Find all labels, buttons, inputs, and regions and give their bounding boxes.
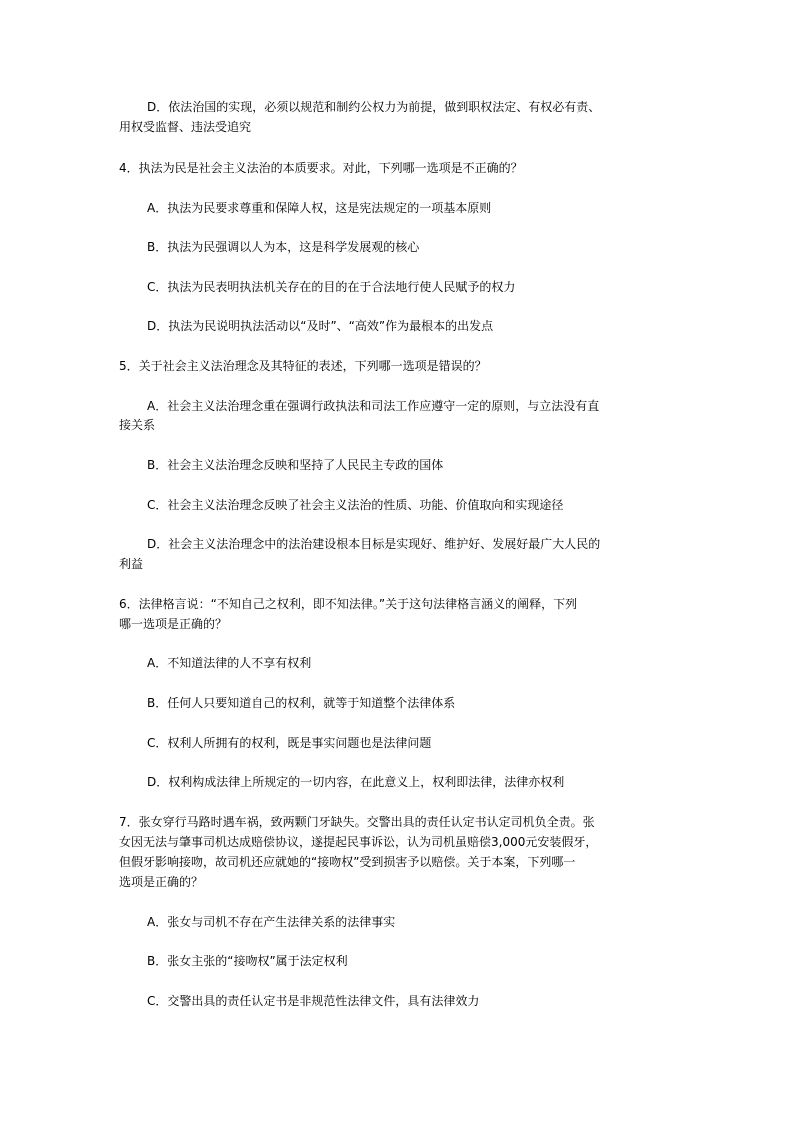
q4-option-b: B．执法为民强调以人为本，这是科学发展观的核心 <box>147 240 420 254</box>
q5-option-a-line2: 接关系 <box>119 418 156 432</box>
question-7-line1: 7．张女穿行马路时遇车祸，致两颗门牙缺失。交警出具的责任认定书认定司机负全责。张 <box>119 815 595 829</box>
question-5: 5．关于社会主义法治理念及其特征的表述，下列哪一选项是错误的？ <box>119 359 487 373</box>
q5-option-d-line1: D．社会主义法治理念中的法治建设根本目标是实现好、维护好、发展好最广大人民的 <box>147 537 601 551</box>
question-7-line3: 但假牙影响接吻，故司机还应就她的“接吻权”受到损害予以赔偿。关于本案，下列哪一 <box>119 855 576 869</box>
q5-option-d-line2: 利益 <box>119 557 144 571</box>
question-7-line4: 选项是正确的？ <box>119 875 204 889</box>
q6-option-d: D．权利构成法律上所规定的一切内容，在此意义上，权利即法律，法律亦权利 <box>147 775 565 789</box>
q7-option-a: A．张女与司机不存在产生法律关系的法律事实 <box>147 915 396 929</box>
q7-option-b: B．张女主张的“接吻权”属于法定权利 <box>147 954 348 968</box>
q6-option-a: A．不知道法律的人不享有权利 <box>147 656 312 670</box>
question-4: 4．执法为民是社会主义法治的本质要求。对此，下列哪一选项是不正确的？ <box>119 161 523 175</box>
q6-option-c: C．权利人所拥有的权利，既是事实问题也是法律问题 <box>147 736 432 750</box>
q6-option-b: B．任何人只要知道自己的权利，就等于知道整个法律体系 <box>147 696 456 710</box>
question-6-line1: 6．法律格言说：“不知自己之权利，即不知法律。”关于这句法律格言涵义的阐释，下列 <box>119 597 578 611</box>
q5-option-c: C．社会主义法治理念反映了社会主义法治的性质、功能、价值取向和实现途径 <box>147 498 564 512</box>
q5-option-a-line1: A．社会主义法治理念重在强调行政执法和司法工作应遵守一定的原则，与立法没有直 <box>147 399 600 413</box>
q4-option-d: D．执法为民说明执法活动以“及时”、“高效”作为最根本的出发点 <box>147 319 494 333</box>
q3-option-d-line1: D．依法治国的实现，必须以规范和制约公权力为前提，做到职权法定、有权必有责、 <box>147 100 601 114</box>
question-6-line2: 哪一选项是正确的？ <box>119 617 228 631</box>
q4-option-c: C．执法为民表明执法机关存在的目的在于合法地行使人民赋予的权力 <box>147 280 516 294</box>
q4-option-a: A．执法为民要求尊重和保障人权，这是宪法规定的一项基本原则 <box>147 201 492 215</box>
question-7-line2: 女因无法与肇事司机达成赔偿协议，遂提起民事诉讼，认为司机虽赔偿3,000元安装假牙， <box>119 835 598 849</box>
q7-option-c: C．交警出具的责任认定书是非规范性法律文件，具有法律效力 <box>147 994 480 1008</box>
q5-option-b: B．社会主义法治理念反映和坚持了人民民主专政的国体 <box>147 458 444 472</box>
q3-option-d-line2: 用权受监督、违法受追究 <box>119 120 252 134</box>
